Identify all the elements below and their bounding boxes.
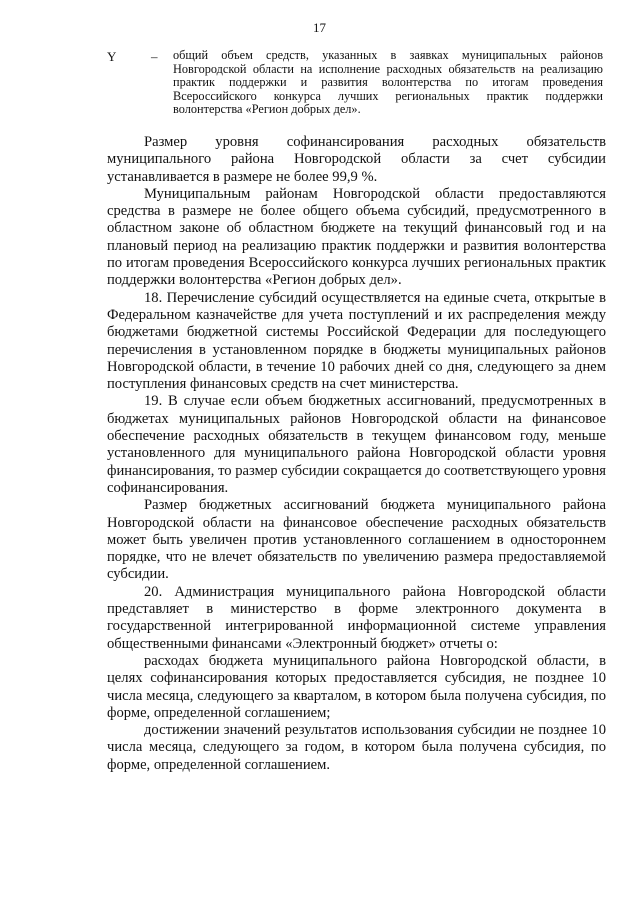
paragraph-cofinancing-level: Размер уровня софинансирования расходных обязательств муниципального района Новгородской области за счет субсидии устанавливается в размере не более 99,9 %. [107,134,606,185]
paragraph-item-19: 19. В случае если объем бюджетных ассигнований, предусмотренных в бюджетах муниципальных районов Новгородской области на финансовое обеспечение расходных обязательств в текущем финансовом году, меньше установленного для муниципального района Новгородской области уровня финансирования, то размер субсидии сокращается до соответствующего уровня софинансирования. [107,393,606,496]
definition-text: общий объем средств, указанных в заявках муниципальных районов Новгородской области на исполнение расходных обязательств на реализацию практик поддержки и развития волонтерства по итогам проведения Всероссийского конкурса лучших региональных практик поддержки волонтерства «Регион добрых дел». [173,48,603,117]
paragraph-report-expenses: расходах бюджета муниципального района Новгородской области, в целях софинансирования которых предоставляется субсидия, не позднее 10 числа месяца, следующего за кварталом, в котором была получена субсидия, по форме, определенной соглашением; [107,652,606,721]
paragraph-item-20: 20. Администрация муниципального района Новгородской области представляет в министерство в форме электронного документа в государственной интегрированной информационной системе управления общественными финансами «Электронный бюджет» отчеты о: [107,583,606,652]
paragraph-item-18: 18. Перечисление субсидий осуществляется на единые счета, открытые в Федеральном казначействе для учета поступлений и их распределения между бюджетами бюджетной системы Российской Федерации для последующего перечисления в установленном порядке в бюджеты муниципальных районов Новгородской области, в течение 10 рабочих дней со дня, следующего за днем поступления финансовых средств на счет министерства. [107,289,606,393]
definition-dash: – [151,49,158,64]
paragraph-funds-provided: Муниципальным районам Новгородской области предоставляются средства в размере не более общего объема субсидий, предусмотренного в областном законе об областном бюджете на текущий финансовый год и на плановый период на реализацию практик поддержки и развития волонтерства по итогам проведения Всероссийского конкурса лучших региональных практик поддержки волонтерства «Регион добрых дел». [107,185,606,289]
definition-variable: Y [107,49,117,64]
page-number: 17 [313,20,326,35]
paragraph-report-results: достижении значений результатов использования субсидии не позднее 10 числа месяца, следующего за годом, в котором была получена субсидия, по форме, определенной соглашением. [107,722,606,773]
paragraph-budget-increase: Размер бюджетных ассигнований бюджета муниципального района Новгородской области на финансовое обеспечение расходных обязательств может быть увеличен против установленного соглашением в одностороннем порядке, что не влечет обязательств по увеличению размера предоставляемой субсидии. [107,497,606,583]
document-body [107,134,606,774]
